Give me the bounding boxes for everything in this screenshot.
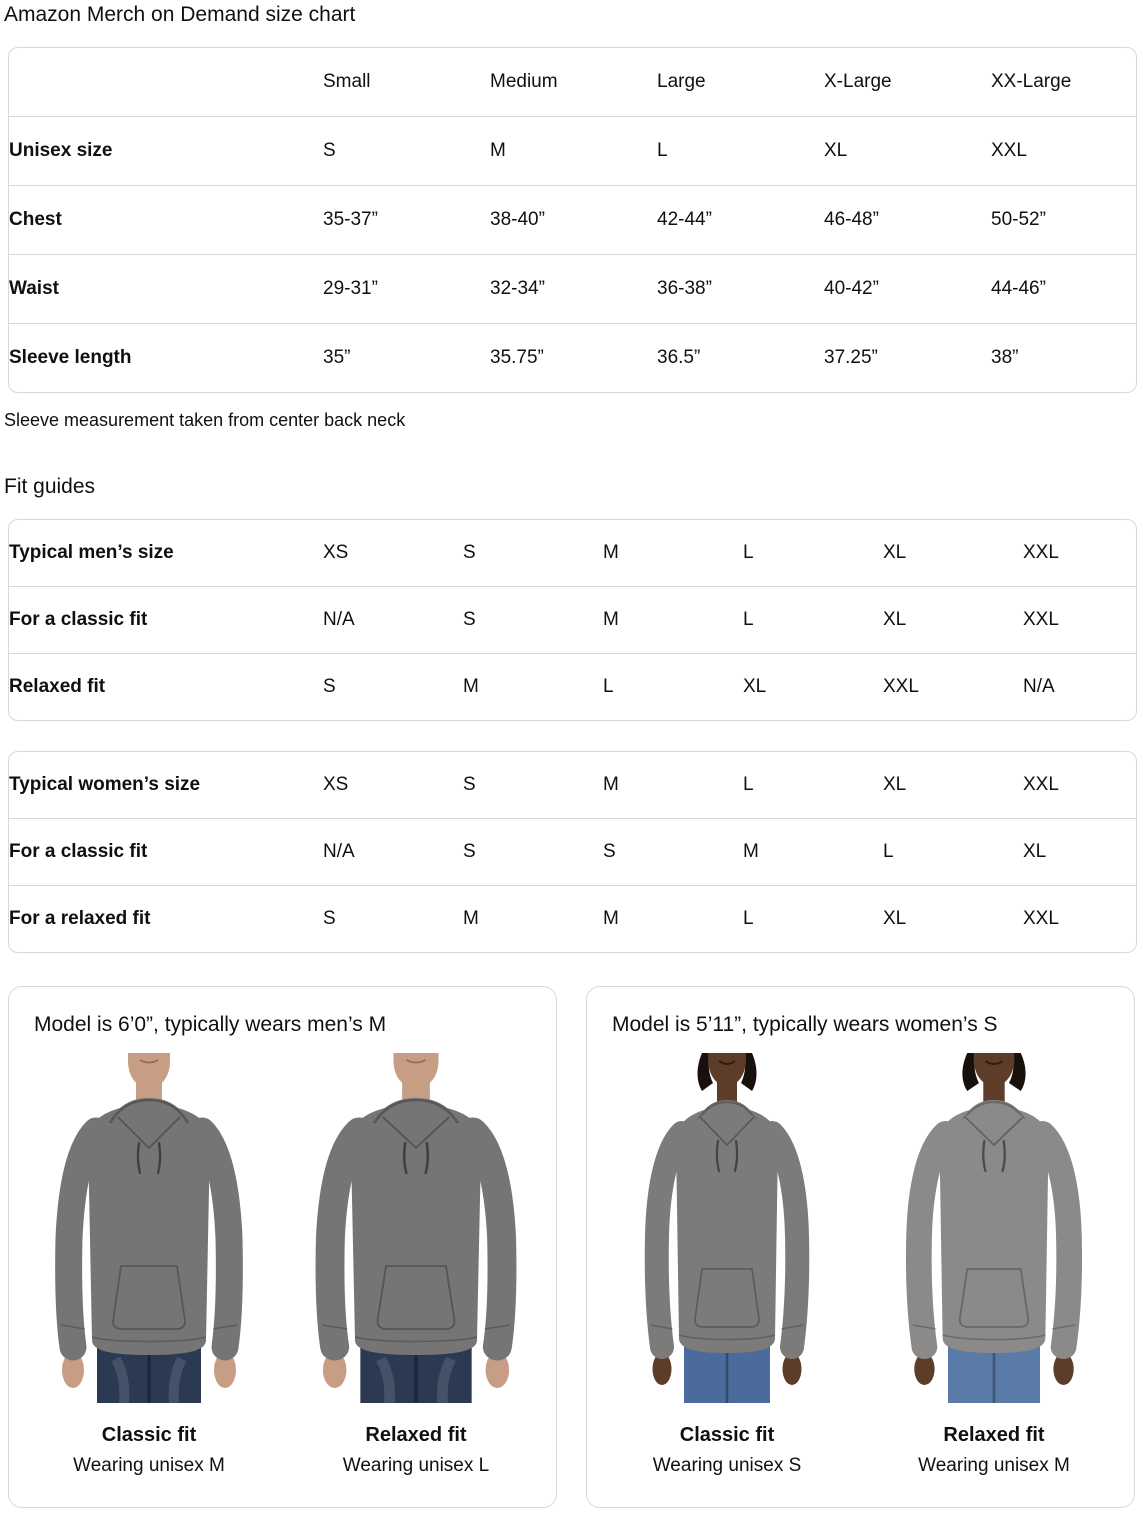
table-row-typical-mens-size (9, 520, 1136, 586)
measure-value: 40-42” (824, 254, 991, 323)
wearing-label: Wearing unisex M (73, 1455, 225, 1476)
female-model-relaxed-photo (871, 1053, 1117, 1403)
fit-value: L (603, 653, 743, 720)
column-header-small: Small (323, 71, 371, 92)
womens-figures (587, 1053, 1134, 1477)
fit-value: S (603, 818, 743, 885)
column-header-medium: Medium (490, 71, 558, 92)
table-row-waist (9, 254, 1136, 323)
fit-label: Classic fit (679, 1424, 775, 1446)
womens-model-card-title: Model is 5’11”, typically wears women’s S (612, 1013, 998, 1036)
fit-value: XL (883, 774, 907, 795)
size-value: M (490, 116, 657, 185)
table-row-womens-relaxed-fit (9, 885, 1136, 952)
fit-value: S (323, 653, 463, 720)
row-label: For a classic fit (9, 586, 323, 653)
fit-guides-heading: Fit guides (4, 475, 96, 498)
row-label: For a relaxed fit (9, 885, 323, 952)
mens-fit-table (8, 519, 1137, 721)
column-header-large: Large (657, 71, 706, 92)
male-model-relaxed-photo (293, 1053, 539, 1403)
table-row-womens-classic-fit (9, 818, 1136, 885)
measure-value: 50-52” (991, 185, 1136, 254)
mens-model-card-title: Model is 6’0”, typically wears men’s M (34, 1013, 387, 1036)
column-header-xlarge: X-Large (824, 71, 892, 92)
row-label: Typical women’s size (9, 774, 201, 795)
table-row-mens-relaxed-fit (9, 653, 1136, 720)
measure-value: 46-48” (824, 185, 991, 254)
table-row-mens-classic-fit (9, 586, 1136, 653)
womens-relaxed-figure-block (878, 1053, 1110, 1477)
table-row-sleeve-length (9, 323, 1136, 392)
fit-label: Relaxed fit (365, 1424, 467, 1446)
measure-value: 36.5” (657, 323, 824, 392)
empty-header-cell (9, 48, 323, 116)
fit-label: Relaxed fit (943, 1424, 1045, 1446)
fit-value: XS (323, 542, 349, 563)
measure-value: 29-31” (323, 254, 490, 323)
fit-value: L (743, 774, 754, 795)
table-row-unisex-size (9, 116, 1136, 185)
wearing-label: Wearing unisex L (342, 1455, 490, 1476)
mens-model-card (8, 986, 557, 1508)
fit-value: L (743, 885, 883, 952)
table-row-chest (9, 185, 1136, 254)
fit-value: S (463, 774, 476, 795)
mens-classic-figure-block (33, 1053, 265, 1477)
fit-value: M (603, 774, 619, 795)
measure-value: 38” (991, 323, 1136, 392)
fit-value: XL (743, 653, 883, 720)
male-model-classic-photo (34, 1053, 264, 1403)
row-label: For a classic fit (9, 818, 323, 885)
fit-value: S (323, 885, 463, 952)
mens-figures (9, 1053, 556, 1477)
size-chart-table (8, 47, 1137, 393)
measure-value: 36-38” (657, 254, 824, 323)
fit-value: XL (883, 542, 907, 563)
measure-value: 32-34” (490, 254, 657, 323)
fit-value: M (463, 653, 603, 720)
measure-value: 38-40” (490, 185, 657, 254)
size-value: XL (824, 116, 991, 185)
fit-value: XS (323, 774, 349, 795)
fit-value: L (743, 586, 883, 653)
womens-classic-figure-block (611, 1053, 843, 1477)
measure-value: 35-37” (323, 185, 490, 254)
fit-value: M (603, 586, 743, 653)
fit-value: XXL (1023, 885, 1136, 952)
table-row-typical-womens-size (9, 752, 1136, 818)
fit-value: XXL (1023, 774, 1059, 795)
fit-value: XXL (1023, 542, 1059, 563)
fit-label: Classic fit (101, 1424, 197, 1446)
size-value: S (323, 116, 490, 185)
fit-value: S (463, 818, 603, 885)
wearing-label: Wearing unisex M (918, 1455, 1070, 1476)
row-label: Waist (9, 254, 323, 323)
row-label: Unisex size (9, 116, 323, 185)
fit-value: M (603, 542, 619, 563)
model-cards-row (8, 986, 1135, 1508)
measure-value: 35.75” (490, 323, 657, 392)
mens-relaxed-figure-block (300, 1053, 532, 1477)
measure-value: 44-46” (991, 254, 1136, 323)
size-value: XXL (991, 116, 1136, 185)
row-label: Typical men’s size (9, 542, 174, 563)
page-title: Amazon Merch on Demand size chart (4, 3, 356, 26)
womens-model-card (586, 986, 1135, 1508)
column-header-xxlarge: XX-Large (991, 71, 1072, 92)
row-label: Sleeve length (9, 323, 323, 392)
female-model-classic-photo (612, 1053, 842, 1403)
fit-value: XL (883, 885, 1023, 952)
row-label: Chest (9, 185, 323, 254)
fit-value: M (743, 818, 883, 885)
fit-value: N/A (1023, 653, 1136, 720)
fit-value: L (743, 542, 754, 563)
fit-value: XL (883, 586, 1023, 653)
size-value: L (657, 116, 824, 185)
fit-value: L (883, 818, 1023, 885)
measure-value: 42-44” (657, 185, 824, 254)
womens-fit-table (8, 751, 1137, 953)
fit-value: M (463, 885, 603, 952)
fit-value: S (463, 586, 603, 653)
fit-value: M (603, 885, 743, 952)
fit-value: N/A (323, 818, 463, 885)
measure-value: 35” (323, 323, 490, 392)
fit-value: XXL (1023, 586, 1136, 653)
measure-value: 37.25” (824, 323, 991, 392)
wearing-label: Wearing unisex S (652, 1455, 802, 1476)
fit-value: XXL (883, 653, 1023, 720)
row-label: Relaxed fit (9, 653, 323, 720)
fit-value: N/A (323, 586, 463, 653)
sleeve-measurement-note: Sleeve measurement taken from center back neck (4, 410, 406, 430)
fit-value: XL (1023, 818, 1136, 885)
fit-value: S (463, 542, 476, 563)
size-chart-header-row (9, 48, 1136, 116)
